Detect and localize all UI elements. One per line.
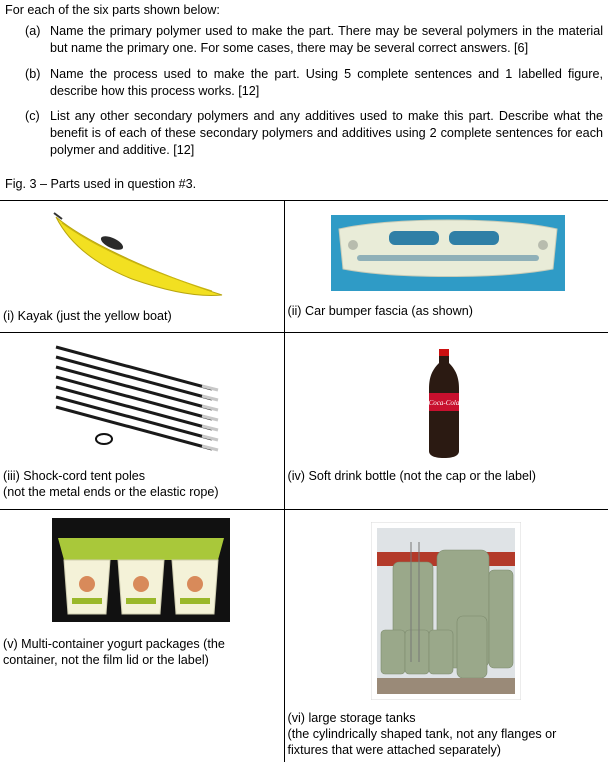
parts-table [0,200,608,762]
question-text: Name the process used to make the part. Using 5 complete sentences and 1 labelled figure, describe how this process works. [12] [50,66,603,100]
question-b [25,66,603,100]
part-caption: (i) Kayak (just the yellow boat) [3,308,172,324]
question-c [25,108,603,159]
part-cell-tent-poles [0,333,284,510]
tent-poles-image [52,343,228,458]
part-caption: (iii) Shock-cord tent poles (not the metal ends or the elastic rope) [3,468,219,500]
part-cell-bumper [284,201,608,333]
question-label: (c) [25,108,40,125]
part-cell-kayak [0,201,284,333]
question-label: (b) [25,66,40,83]
part-cell-bottle [284,333,608,510]
question-a [25,23,603,57]
bottle-label-text: Coca-Cola [428,399,459,407]
question-label: (a) [25,23,40,40]
figure-caption: Fig. 3 – Parts used in question #3. [5,177,196,191]
kayak-image [52,209,228,299]
question-text: List any other secondary polymers and any additives used to make this part. Describe what the benefit is of each of these secondary polymers and additives using 2 complete sentences for each polymer and additive. [12] [50,108,603,159]
part-cell-tanks [284,510,608,762]
bumper-image [331,215,565,291]
yogurt-image [52,518,230,622]
bottle-image [425,349,463,459]
part-caption: (iv) Soft drink bottle (not the cap or the label) [288,468,537,484]
question-text: Name the primary polymer used to make the part. There may be several polymers in the material but name the primary one. For some cases, there may be several correct answers. [6] [50,23,603,57]
part-caption: (v) Multi-container yogurt packages (the container, not the film lid or the label) [3,636,225,668]
intro-text: For each of the six parts shown below: [5,2,603,19]
tanks-image [371,522,521,700]
part-cell-yogurt [0,510,284,762]
part-caption: (ii) Car bumper fascia (as shown) [288,303,473,319]
part-caption: (vi) large storage tanks (the cylindrically shaped tank, not any flanges or fixtures that were attached separately) [288,710,557,758]
